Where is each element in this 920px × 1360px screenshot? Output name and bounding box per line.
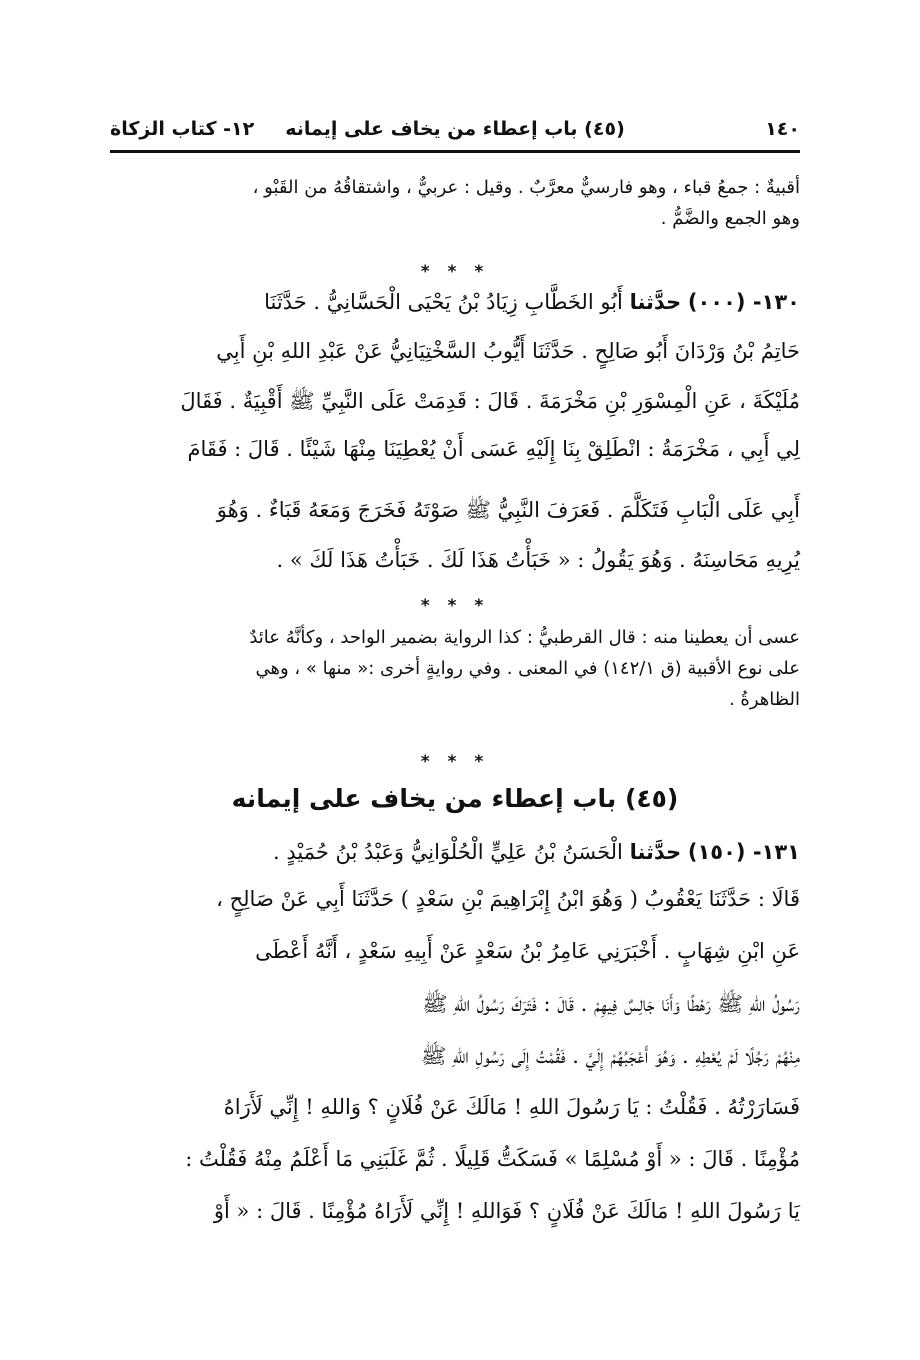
sanad-word: حدَّثنا (629, 840, 682, 864)
footnote-line: وهو الجمع والضَّمُّ . (660, 208, 800, 229)
hadith-text: أَبُو الخَطَّابِ زِيَادُ بْنُ يَحْيَى الْحَسَّانِيُّ . حَدَّثَنَا (264, 290, 623, 314)
footnote-asa (110, 622, 800, 715)
hadith-line: مِنْهُمْ رَجُلًا لَمْ يُعْطِهِ . وَهُوَ أَعْجَبُهُمْ إِلَيَّ . فَقُمْتُ إِلَى رَسُولِ اللهِ ﷺ (420, 1044, 800, 1068)
running-chapter-title: (٤٥) باب إعطاء من يخاف على إيمانه (285, 118, 625, 140)
hadith-text: الْحَسَنُ بْنُ عَلِيٍّ الْحُلْوَانِيُّ وَعَبْدُ بْنُ حُمَيْدٍ . (273, 840, 623, 864)
hadith-line: يُرِيهِ مَحَاسِنَهُ . وَهُوَ يَقُولُ : « خَبَأْتُ هَذَا لَكَ . خَبَأْتُ هَذَا لَكَ » . (276, 548, 800, 572)
hadith-line: أَبِي عَلَى الْبَابِ فَتَكَلَّمَ . فَعَرَفَ النَّبِيُّ ﷺ صَوْتَهُ فَخَرَجَ وَمَعَهُ قَبَاءٌ . وَهُوَ (216, 498, 800, 522)
hadith-line: يَا رَسُولَ اللهِ ! مَالَكَ عَنْ فُلَانٍ ؟ فَوَاللهِ ! إِنِّي لَأَرَاهُ مُؤْمِنًا . قَالَ : « أَوْ (213, 1199, 800, 1223)
section-separator: * * * (420, 752, 490, 772)
hadith-line: مُلَيْكَةَ ، عَنِ الْمِسْوَرِ بْنِ مَخْرَمَةَ . قَالَ : قَدِمَتْ عَلَى النَّبِيِّ ﷺ أَقْبِيَةٌ . فَقَالَ (180, 389, 800, 413)
hadith-number: ١٣١- (١٥٠) (687, 840, 800, 864)
hadith-number: ١٣٠- (٠٠٠) (687, 290, 800, 314)
hadith-line: مُؤْمِنًا . قَالَ : « أَوْ مُسْلِمًا » فَسَكَتُّ قَلِيلًا . ثُمَّ غَلَبَنِي مَا أَعْلَمُ مِنْهُ فَقُلْتُ : (185, 1147, 800, 1171)
chapter-heading: (٤٥) باب إعطاء من يخاف على إيمانه (231, 784, 679, 813)
page-number: ١٤٠ (765, 118, 800, 140)
hadith-line: قَالَا : حَدَّثَنَا يَعْقُوبُ ( وَهُوَ ابْنُ إِبْرَاهِيمَ بْنِ سَعْدٍ ) حَدَّثَنَا أَبِي عَنْ صَالِحٍ ، (216, 887, 800, 911)
footnote-line: الظاهرةُ . (728, 689, 800, 710)
footnote-line: أقبيةٌ : جمعُ قباء ، وهو فارسيٌّ معرَّبٌ . وقيل : عربيٌّ ، واشتقاقُهُ من القَبْو ، (252, 177, 800, 198)
running-book-title: ١٢- كتاب الزكاة (110, 118, 255, 140)
hadith-line (110, 290, 800, 320)
footnote-line: عسى أن يعطينا منه : قال القرطبيُّ : كذا الرواية بضمير الواحد ، وكأنَّهُ عائدٌ (249, 627, 800, 648)
section-separator: * * * (420, 596, 490, 616)
footnote-line: على نوع الأقبية (ق ١٤٢/١) في المعنى . وفي روايةٍ أخرى :« منها » ، وهي (255, 658, 800, 679)
running-header (110, 112, 800, 153)
hadith-line (110, 840, 800, 870)
footnote-aqbiya (110, 172, 800, 234)
sanad-word: حدَّثنا (629, 290, 682, 314)
section-separator: * * * (420, 262, 490, 282)
hadith-line: رَسُولُ اللهِ ﷺ رَهْطًا وَأَنَا جَالِسٌ فِيهِمْ . قَالَ : فَتَرَكَ رَسُولُ اللهِ ﷺ (422, 992, 800, 1016)
hadith-line: عَنِ ابْنِ شِهَابٍ . أَخْبَرَنِي عَامِرُ بْنُ سَعْدٍ عَنْ أَبِيهِ سَعْدٍ ، أَنَّهُ أَعْطَى (255, 939, 800, 963)
hadith-line: فَسَارَرْتُهُ . فَقُلْتُ : يَا رَسُولَ اللهِ ! مَالَكَ عَنْ فُلَانٍ ؟ وَاللهِ ! إِنِّي لَأَرَاهُ (223, 1095, 800, 1119)
hadith-line: حَاتِمُ بْنُ وَرْدَانَ أَبُو صَالِحٍ . حَدَّثَنَا أَيُّوبُ السَّخْتِيَانِيُّ عَنْ عَبْدِ اللهِ بْنِ أَبِي (216, 339, 800, 363)
hadith-line: لِي أَبِي ، مَخْرَمَةُ : انْطَلِقْ بِنَا إِلَيْهِ عَسَى أَنْ يُعْطِيَنَا مِنْهَا شَيْئًا . قَالَ : فَقَامَ (187, 437, 800, 461)
